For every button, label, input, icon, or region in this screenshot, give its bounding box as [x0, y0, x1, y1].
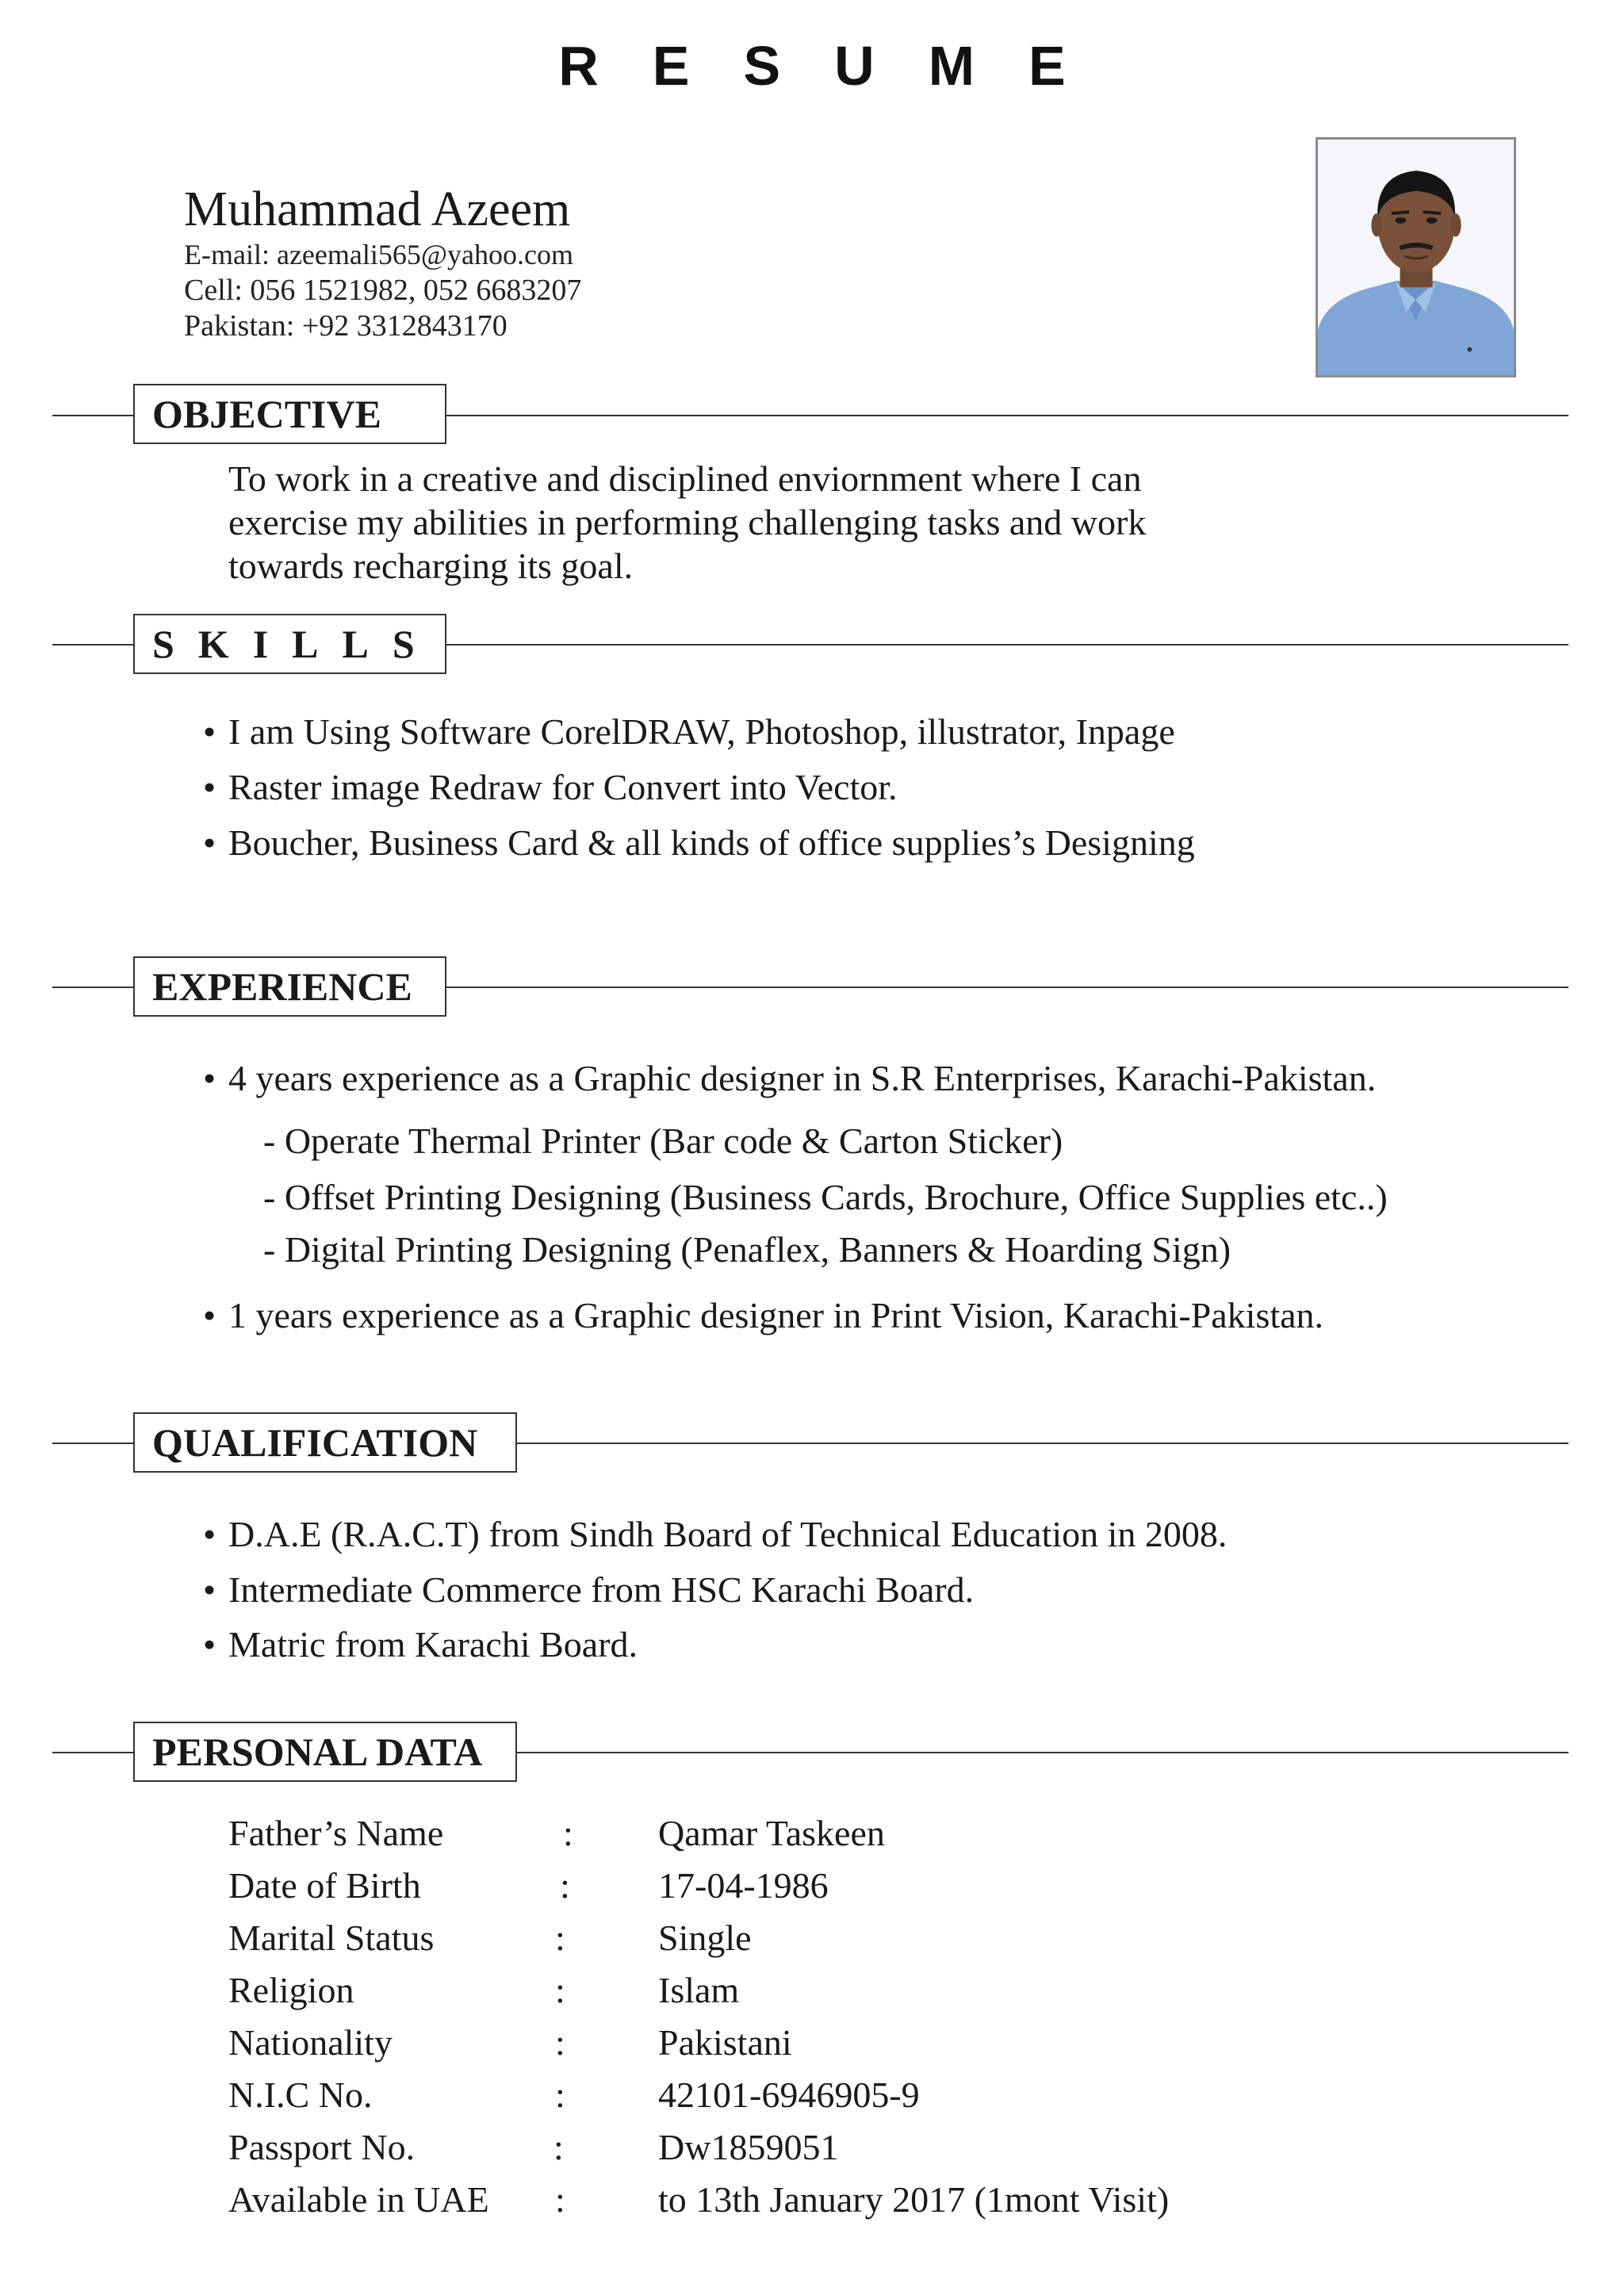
personal-value: Single	[658, 1918, 752, 1958]
personal-value: Qamar Taskeen	[658, 1813, 885, 1853]
profile-photo	[1316, 137, 1516, 377]
personal-value: Islam	[658, 1970, 740, 2010]
personal-label: Date of Birth	[228, 1865, 421, 1906]
skill-item: • Raster image Redraw for Convert into Vector.	[228, 765, 898, 809]
skill-item: • Boucher, Business Card & all kinds of office supplies’s Designing	[228, 821, 1195, 864]
personal-label: Passport No.	[228, 2127, 416, 2167]
personal-value: Pakistani	[658, 2022, 792, 2063]
email-line: E-mail: azeemali565@yahoo.com	[184, 239, 573, 270]
personal-separator: :	[555, 2075, 565, 2115]
personal-value: 42101-6946905-9	[658, 2075, 920, 2115]
experience-subitem: - Digital Printing Designing (Penaflex, Banners & Hoarding Sign)	[263, 1229, 1231, 1270]
cell-line: Cell: 056 1521982, 052 6683207	[184, 274, 582, 307]
personal-label: Available in UAE	[228, 2179, 489, 2220]
personal-separator: :	[555, 2179, 565, 2220]
personal-separator: :	[560, 1865, 570, 1906]
personal-label: Father’s Name	[228, 1813, 444, 1853]
personal-value: 17-04-1986	[658, 1865, 829, 1906]
objective-line: exercise my abilities in performing challenging tasks and work	[228, 502, 1147, 542]
skill-item: • I am Using Software CorelDRAW, Photoshop, illustrator, Inpage	[228, 710, 1175, 753]
objective-line: towards recharging its goal.	[228, 546, 634, 586]
skills-heading: SKILLS	[133, 614, 446, 674]
experience-subitem: - Operate Thermal Printer (Bar code & Carton Sticker)	[263, 1121, 1063, 1161]
personal-value: Dw1859051	[658, 2127, 839, 2167]
experience-item: • 1 years experience as a Graphic designer in Print Vision, Karachi-Pakistan.	[228, 1293, 1323, 1337]
objective-line: To work in a creative and disciplined enviornment where I can	[228, 458, 1142, 499]
qualification-item: • D.A.E (R.A.C.T) from Sindh Board of Technical Education in 2008.	[228, 1512, 1227, 1556]
qualification-item: • Matric from Karachi Board.	[228, 1623, 638, 1666]
personal-data-heading: PERSONAL DATA	[133, 1722, 517, 1782]
personal-value: to 13th January 2017 (1mont Visit)	[658, 2179, 1170, 2220]
experience-subitem: - Offset Printing Designing (Business Cards, Brochure, Office Supplies etc..)	[263, 1177, 1388, 1217]
personal-separator: :	[555, 2022, 565, 2063]
personal-label: Religion	[228, 1970, 354, 2010]
personal-separator: :	[555, 1970, 565, 2010]
experience-item: • 4 years experience as a Graphic designer in S.R Enterprises, Karachi-Pakistan.	[228, 1056, 1376, 1100]
personal-label: N.I.C No.	[228, 2075, 373, 2115]
personal-label: Nationality	[228, 2022, 393, 2063]
experience-heading: EXPERIENCE	[133, 956, 446, 1017]
candidate-name: Muhammad Azeem	[184, 182, 571, 236]
personal-separator: :	[553, 2127, 564, 2167]
personal-separator: :	[563, 1813, 573, 1853]
qualification-item: • Intermediate Commerce from HSC Karachi Board.	[228, 1568, 974, 1611]
objective-heading: OBJECTIVE	[133, 384, 446, 444]
pakistan-phone-line: Pakistan: +92 3312843170	[184, 309, 508, 343]
qualification-heading: QUALIFICATION	[133, 1412, 517, 1473]
personal-label: Marital Status	[228, 1918, 435, 1958]
personal-separator: :	[555, 1918, 565, 1958]
page-title: RESUME	[558, 35, 1120, 97]
